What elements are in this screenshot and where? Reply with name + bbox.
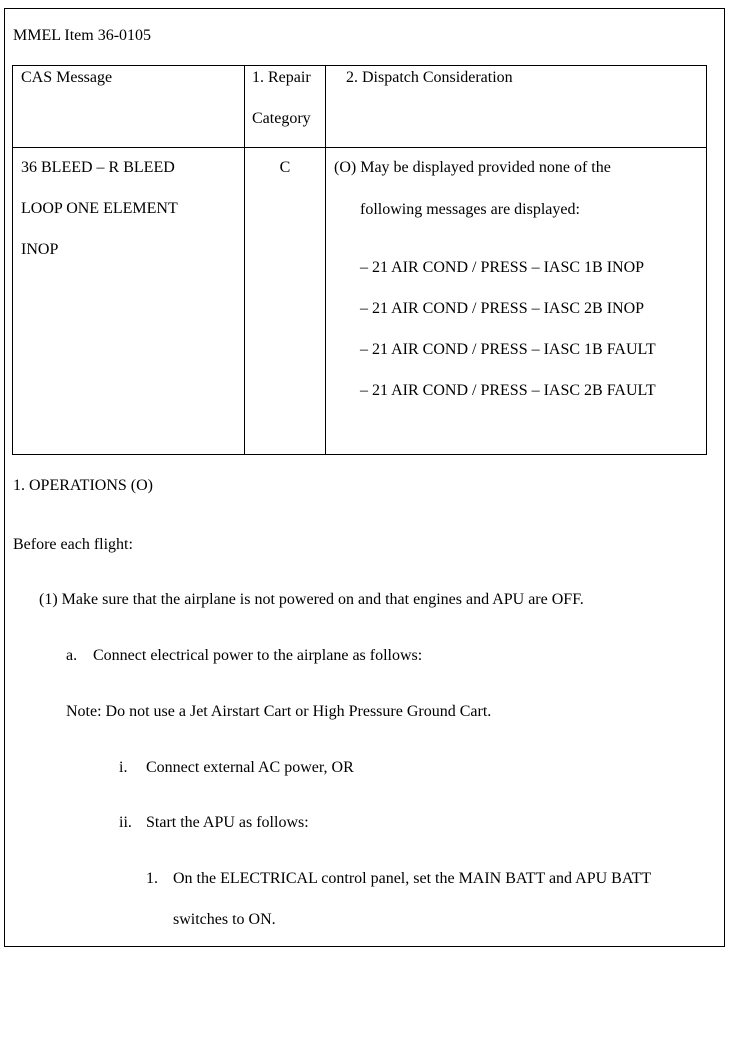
repair-category-cell bbox=[245, 148, 326, 455]
cas-line-3: INOP bbox=[21, 241, 59, 258]
dispatch-cell bbox=[326, 148, 707, 455]
cas-line-2: LOOP ONE ELEMENT bbox=[21, 200, 178, 217]
dispatch-line-2: following messages are displayed: bbox=[360, 201, 580, 218]
message-1: – 21 AIR COND / PRESS – IASC 1B INOP bbox=[360, 259, 645, 276]
step-ii-marker: ii. bbox=[119, 814, 132, 831]
header-repair-line2: Category bbox=[252, 110, 311, 127]
step-ii: Start the APU as follows: bbox=[146, 814, 309, 831]
item-title: MMEL Item 36-0105 bbox=[13, 27, 152, 44]
step-i: Connect external AC power, OR bbox=[146, 759, 354, 776]
message-4: – 21 AIR COND / PRESS – IASC 2B FAULT bbox=[360, 382, 656, 399]
step-i-marker: i. bbox=[119, 759, 128, 776]
cas-line-1: 36 BLEED – R BLEED bbox=[21, 159, 175, 176]
document-page bbox=[4, 8, 725, 947]
header-repair-cell bbox=[245, 66, 326, 148]
step-a-marker: a. bbox=[66, 647, 78, 664]
step-1b-line-2: switches to ON. bbox=[173, 911, 276, 928]
step-1b-marker: 1. bbox=[146, 870, 158, 887]
repair-category: C bbox=[279, 159, 291, 176]
cas-message-cell bbox=[13, 148, 245, 455]
step-a: Connect electrical power to the airplane as follows: bbox=[93, 647, 423, 664]
table-header-row bbox=[13, 66, 707, 148]
header-dispatch: 2. Dispatch Consideration bbox=[346, 69, 513, 86]
step-1b-line-1: On the ELECTRICAL control panel, set the MAIN BATT and APU BATT bbox=[173, 870, 652, 887]
header-cas: CAS Message bbox=[21, 69, 113, 86]
table-row bbox=[13, 148, 707, 455]
step-1: (1) Make sure that the airplane is not powered on and that engines and APU are OFF. bbox=[39, 591, 584, 608]
before-flight-label: Before each flight: bbox=[13, 536, 133, 553]
message-3: – 21 AIR COND / PRESS – IASC 1B FAULT bbox=[360, 341, 656, 358]
mmel-table bbox=[12, 65, 707, 455]
header-dispatch-cell bbox=[326, 66, 707, 148]
header-cas-cell bbox=[13, 66, 245, 148]
operations-heading: 1. OPERATIONS (O) bbox=[13, 477, 153, 494]
note: Note: Do not use a Jet Airstart Cart or High Pressure Ground Cart. bbox=[66, 703, 492, 720]
message-2: – 21 AIR COND / PRESS – IASC 2B INOP bbox=[360, 300, 645, 317]
header-repair-line1: 1. Repair bbox=[252, 69, 311, 86]
dispatch-line-1: (O) May be displayed provided none of the bbox=[334, 159, 611, 176]
